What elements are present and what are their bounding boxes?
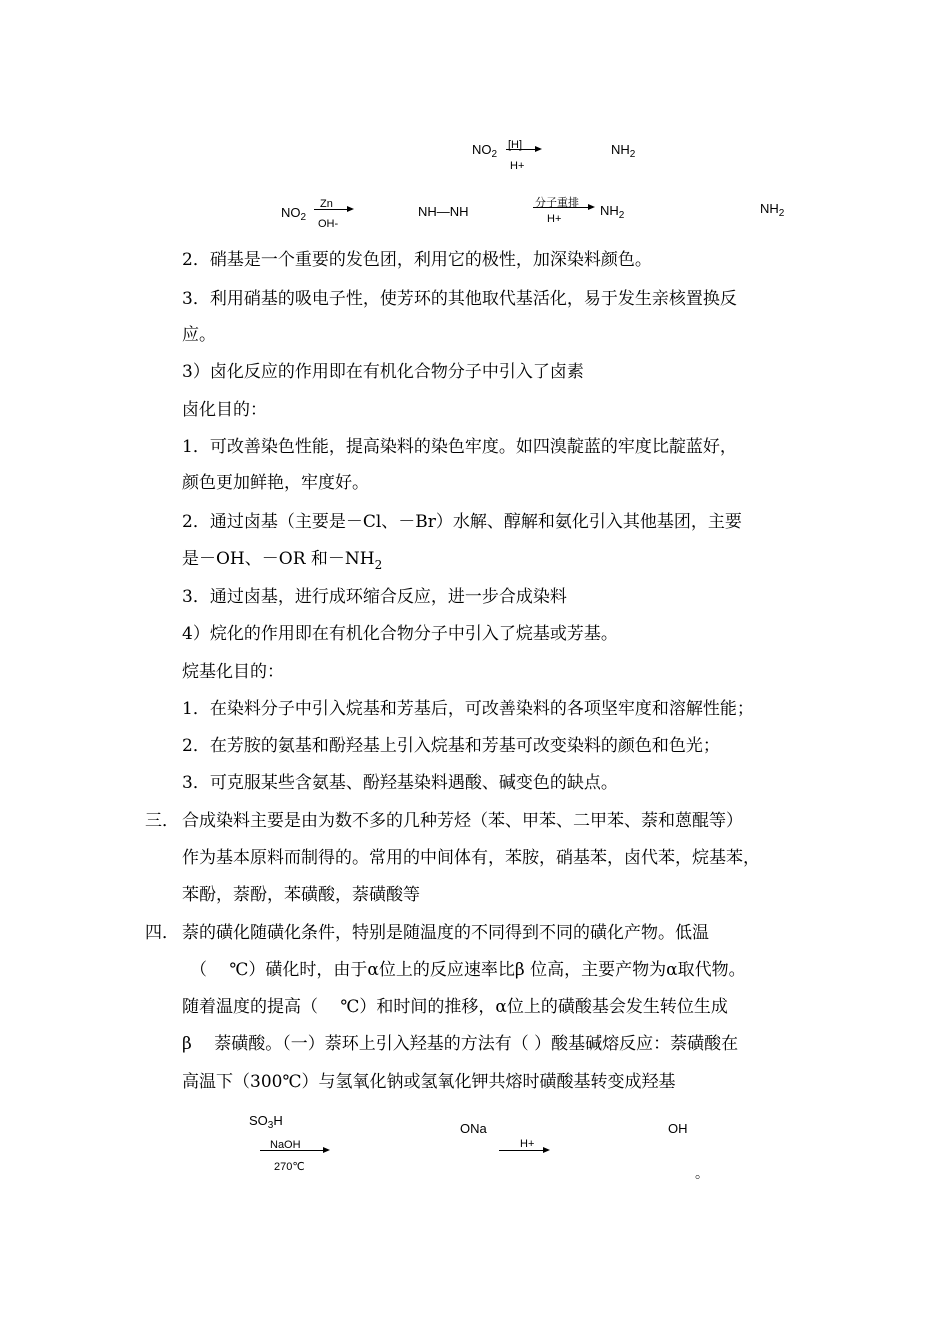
sentence-period: 。 — [695, 1166, 709, 1182]
reaction-arrow-3 — [533, 207, 593, 208]
paragraph-line: 苯酚，萘酚，苯磺酸，萘磺酸等 — [182, 885, 420, 905]
paragraph-line: 高温下（300℃）与氢氧化钠或氢氧化钾共熔时磺酸基转变成羟基 — [182, 1072, 676, 1092]
paragraph-line: （ ℃）磺化时，由于α位上的反应速率比β 位高，主要产物为α取代物。 — [190, 960, 746, 980]
sulfonic-subscript: 3 — [267, 1120, 274, 1131]
subheading: 卤化目的： — [182, 400, 267, 420]
paragraph-line: 2．硝基是一个重要的发色团，利用它的极性，加深染料颜色。 — [182, 250, 652, 270]
paragraph-line: 萘的磺化随磺化条件，特别是随温度的不同得到不同的磺化产物。低温 — [182, 923, 709, 943]
section-heading: 4）烷化的作用即在有机化合物分子中引入了烷基或芳基。 — [182, 624, 618, 644]
amino-group-label-3 — [760, 201, 784, 219]
paragraph-line: 随着温度的提高（ ℃）和时间的推移，α位上的磺酸基会发生转位生成 — [182, 997, 728, 1017]
sodium-naphthoxide-label: ONa — [460, 1121, 487, 1136]
naoh-reagent: NaOH — [270, 1139, 301, 1151]
paragraph-line: 3．利用硝基的吸电子性，使芳环的其他取代基活化，易于发生亲核置换反 — [182, 289, 737, 309]
sulfonic-text: SO — [249, 1113, 268, 1128]
paragraph-line: 2．通过卤基（主要是－Cl、－Br）水解、醇解和氨化引入其他基团，主要 — [182, 512, 742, 532]
rearrangement-label: 分子重排 — [535, 197, 579, 209]
paragraph-line — [182, 544, 382, 572]
amino-group-label-2 — [600, 203, 624, 221]
section-heading: 3）卤化反应的作用即在有机化合物分子中引入了卤素 — [182, 362, 584, 382]
paragraph-line: 1．可改善染色性能，提高染料的染色牢度。如四溴靛蓝的牢度比靛蓝好， — [182, 437, 737, 457]
nitro-group-label-2 — [281, 205, 306, 223]
sulfonic-tail: H — [273, 1113, 283, 1128]
reaction-arrow-2 — [314, 209, 352, 210]
reaction-arrow — [506, 149, 540, 150]
paragraph-line: 颜色更加鲜艳，牢度好。 — [182, 473, 369, 493]
amino-text-3: NH — [760, 201, 779, 216]
paragraph-line: 2．在芳胺的氨基和酚羟基上引入烷基和芳基可改变染料的颜色和色光； — [182, 736, 720, 756]
amino-subscript-3: 2 — [778, 208, 785, 219]
paragraph-line: 合成染料主要是由为数不多的几种芳烃（苯、甲苯、二甲苯、萘和蒽醌等） — [182, 811, 743, 831]
amino-text-2: NH — [600, 203, 619, 218]
nitro-subscript: 2 — [491, 149, 498, 160]
nitro-subscript-2: 2 — [300, 212, 307, 223]
sulfonic-acid-label — [249, 1113, 283, 1131]
section-number: 三． — [145, 811, 179, 831]
section-number: 四． — [145, 923, 179, 943]
fusion-arrow — [260, 1150, 328, 1151]
hydroxyl-label: OH — [668, 1121, 688, 1136]
acid-reagent: H+ — [547, 213, 562, 225]
nitro-text-2: NO — [281, 205, 301, 220]
zn-reagent: Zn — [320, 198, 333, 210]
reagent-above-arrow: [H] — [508, 139, 523, 151]
paragraph-line: 1．在染料分子中引入烷基和芳基后，可改善染料的各项坚牢度和溶解性能； — [182, 699, 754, 719]
paragraph-line: 应。 — [182, 325, 216, 345]
amino-subscript-2: 2 — [618, 210, 625, 221]
paragraph-line: 3．可克服某些含氨基、酚羟基染料遇酸、碱变色的缺点。 — [182, 773, 618, 793]
paragraph-line: 作为基本原料而制得的。常用的中间体有，苯胺，硝基苯，卤代苯，烷基苯， — [182, 848, 760, 868]
amino-group-label — [611, 142, 635, 160]
line-subscript: 2 — [374, 558, 383, 572]
paragraph-line: 3．通过卤基，进行成环缩合反应，进一步合成染料 — [182, 587, 567, 607]
acid-reagent-2: H+ — [520, 1138, 535, 1150]
nitro-group-label — [472, 142, 497, 160]
reagent-below-arrow: H+ — [510, 160, 525, 172]
amino-text: NH — [611, 142, 630, 157]
temperature-label: 270℃ — [274, 1161, 305, 1173]
acidify-arrow — [499, 1150, 548, 1151]
amino-subscript: 2 — [629, 149, 636, 160]
line-text: 是－OH、－OR 和－NH — [182, 549, 375, 569]
nitro-text: NO — [472, 142, 492, 157]
paragraph-line: β 萘磺酸。（一）萘环上引入羟基的方法有（ ）酸基碱熔反应：萘磺酸在 — [182, 1034, 739, 1054]
subheading: 烷基化目的： — [182, 662, 284, 682]
hydroxide-reagent: OH- — [318, 218, 339, 230]
hydrazo-label: NH—NH — [418, 204, 469, 219]
